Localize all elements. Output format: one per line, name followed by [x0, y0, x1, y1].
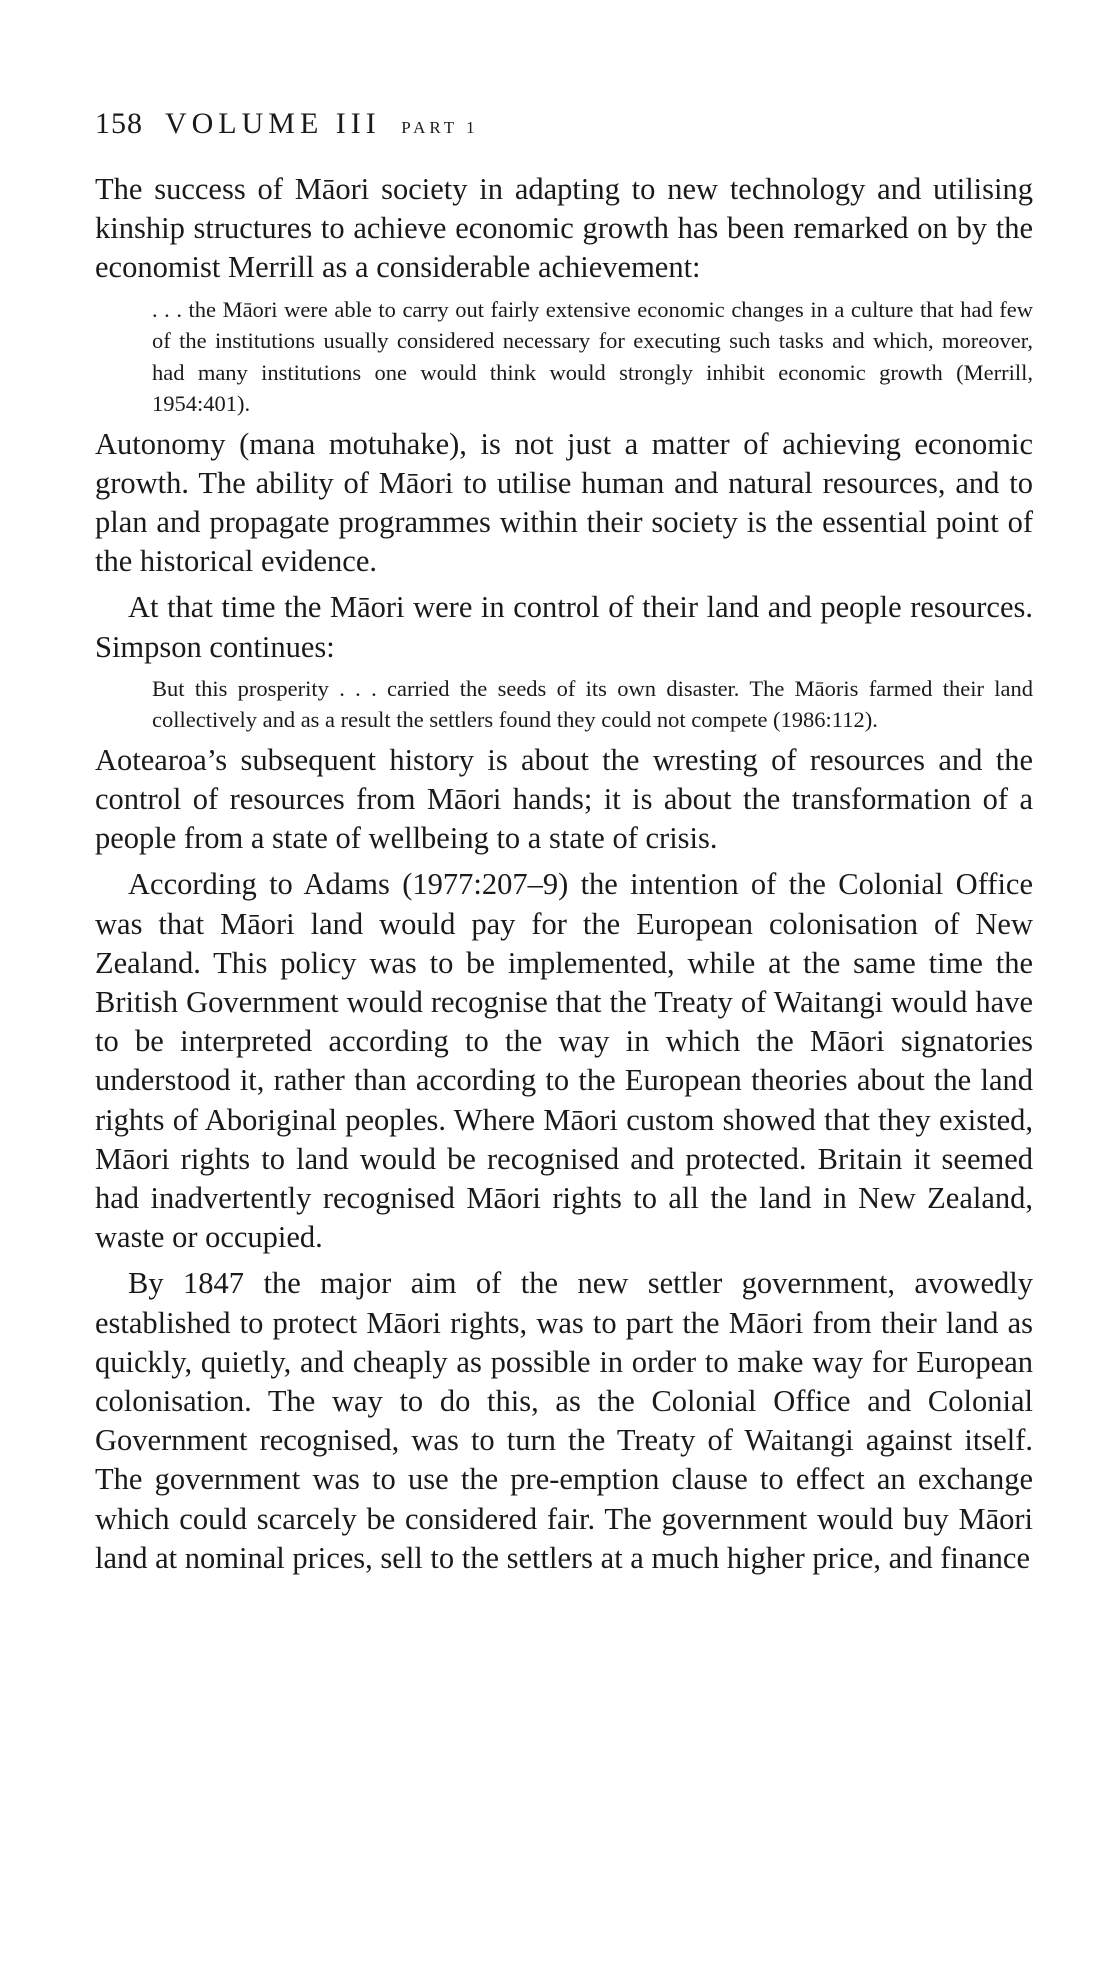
body-text [95, 170, 1033, 1578]
quote-simpson: But this prosperity . . . carried the seeds of its own disaster. The Māoris farmed their land collectively and as a result the settlers found they could not compete (1986:112). [152, 675, 1033, 733]
quote-merrill: . . . the Māori were able to carry out fairly extensive economic changes in a culture that had few of the institutions usually considered necessary for executing such tasks and which, moreover, had many institutions one would think would strongly inhibit economic growth (Merrill, 1954:401). [152, 296, 1033, 417]
part-label: PART 1 [401, 118, 479, 137]
paragraph-5: According to Adams (1977:207–9) the intention of the Colonial Office was that Māori land would pay for the European colonisation of New Zealand. This policy was to be implemented, while at the same time the British Government would recognise that the Treaty of Waitangi would have to be interpreted according to the way in which the Māori signatories understood it, rather than according to the European theories about the land rights of Aboriginal peoples. Where Māori custom showed that they existed, Māori rights to land would be recognised and protected. Britain it seemed had inadvertently recognised Māori rights to all the land in New Zealand, waste or occupied. [95, 867, 1033, 1255]
paragraph-4: Aotearoa’s subsequent history is about the wresting of resources and the control of resources from Māori hands; it is about the transformation of a people from a state of wellbeing to a state of crisis. [95, 742, 1033, 856]
page-number: 158 [95, 107, 143, 140]
paragraph-1: The success of Māori society in adapting to new technology and utilising kinship structures to achieve economic growth has been remarked on by the economist Merrill as a considerable achievement: [95, 172, 1033, 285]
running-header [95, 107, 479, 141]
paragraph-3: At that time the Māori were in control of their land and people resources. Simpson continues: [95, 590, 1033, 664]
volume-label: VOLUME III [164, 107, 381, 140]
paragraph-6: By 1847 the major aim of the new settler government, avowedly established to protect Māori rights, was to part the Māori from their land as quickly, quietly, and cheaply as possible in order to make way for European colonisation. The way to do this, as the Colonial Office and Colonial Government recognised, was to turn the Treaty of Waitangi against itself. The government was to use the pre-emption clause to effect an exchange which could scarcely be considered fair. The government would buy Māori land at nominal prices, sell to the settlers at a much higher price, and finance [95, 1266, 1033, 1575]
paragraph-2: Autonomy (mana motuhake), is not just a matter of achieving economic growth. The ability of Māori to utilise human and natural resources, and to plan and propagate programmes within their society is the essential point of the historical evidence. [95, 426, 1033, 579]
